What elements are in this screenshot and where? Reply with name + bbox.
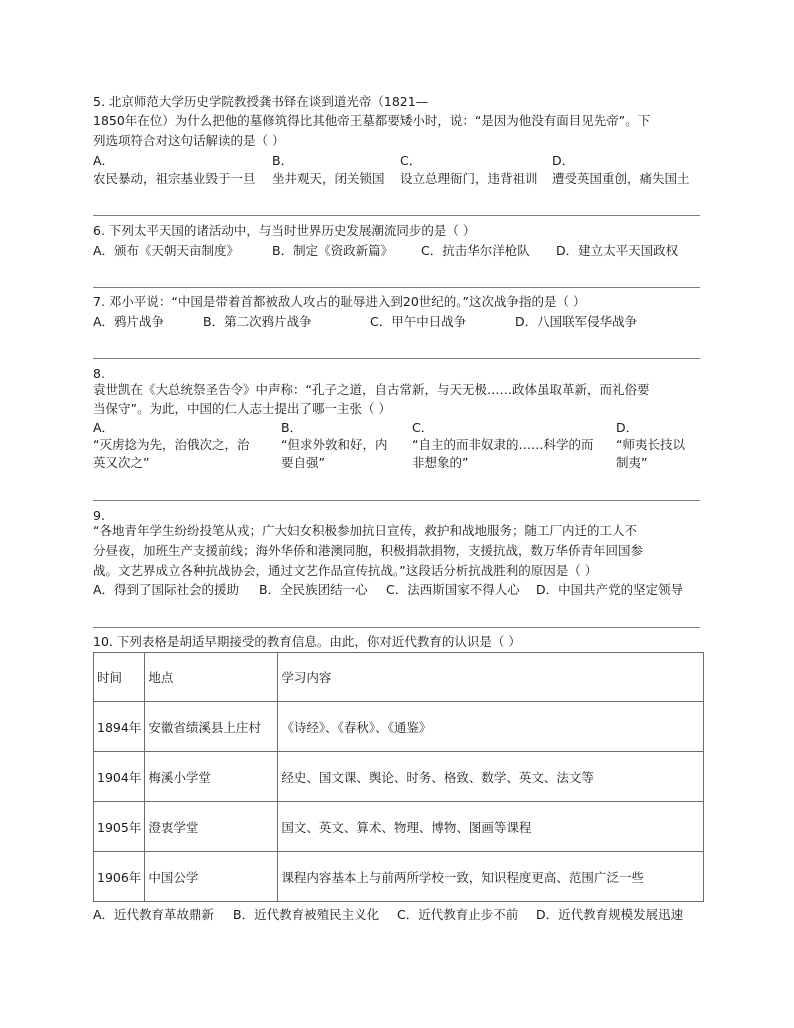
- education-table: [93, 652, 704, 902]
- q10-stem: 10. 下列表格是胡适早期接受的教育信息。由此，你对近代教育的认识是（ ）: [93, 634, 521, 649]
- q10-option-a: A．近代教育革故鼎新: [93, 907, 215, 922]
- divider: [93, 627, 700, 628]
- cell-time: 1894年: [94, 702, 145, 752]
- cell-place: 梅溪小学堂: [145, 752, 278, 802]
- divider: [93, 215, 700, 216]
- q6-option-d: D．建立太平天国政权: [556, 243, 679, 258]
- q5-option-c: 设立总理衙门，违背祖训: [400, 171, 538, 186]
- cell-content: 国文、英文、算术、物理、博物、图画等课程: [278, 802, 704, 852]
- q8-option-b-line-2: 要自强”: [281, 455, 325, 470]
- q10-option-b: B．近代教育被殖民主义化: [233, 907, 380, 922]
- divider: [93, 500, 700, 501]
- table-row: [94, 802, 704, 852]
- q6-option-b: B．制定《资政新篇》: [272, 243, 394, 258]
- cell-place: 中国公学: [145, 852, 278, 902]
- header-place: 地点: [145, 653, 278, 702]
- cell-time: 1906年: [94, 852, 145, 902]
- q8-label-d: D．: [616, 420, 639, 435]
- q9-option-d: D．中国共产党的坚定领导: [536, 582, 684, 597]
- q9-number: 9.: [93, 508, 105, 523]
- q6-option-a: A．颁布《天朝天亩制度》: [93, 243, 240, 258]
- cell-content: 《诗经》、《春秋》、《通鉴》: [278, 702, 704, 752]
- q8-label-b: B．: [281, 420, 303, 435]
- cell-place: 澄衷学堂: [145, 802, 278, 852]
- q8-number: 8.: [93, 366, 105, 381]
- q6-stem: 6. 下列太平天国的诸活动中，与当时世界历史发展潮流同步的是（ ）: [93, 223, 476, 238]
- q8-label-a: A．: [93, 420, 115, 435]
- q10-option-d: D．近代教育规模发展迅速: [536, 907, 684, 922]
- q9-stem-line-2: 分昼夜，加班生产支援前线；海外华侨和港澳同胞，积极捐款捐物，支援抗战，数万华侨青年回国参: [93, 543, 644, 558]
- q9-option-c: C．法西斯国家不得人心: [386, 582, 520, 597]
- table-row: [94, 852, 704, 902]
- q7-option-c: C．甲午中日战争: [370, 314, 467, 329]
- q5-label-b: B．: [272, 153, 294, 168]
- cell-content: 课程内容基本上与前两所学校一致，知识程度更高、范围广泛一些: [278, 852, 704, 902]
- q8-option-d-line-2: 制夷”: [616, 455, 648, 470]
- q8-option-b-line-1: “但求外敦和好，内: [281, 437, 388, 452]
- q8-option-c-line-2: 非想象的”: [412, 455, 469, 470]
- divider: [93, 358, 700, 359]
- table-row: [94, 702, 704, 752]
- q9-stem-line-3: 战。文艺界成立各种抗战协会，通过文艺作品宣传抗战。”这段话分析抗战胜利的原因是（ ）: [93, 563, 598, 578]
- cell-place: 安徽省绩溪县上庄村: [145, 702, 278, 752]
- q7-stem: 7. 邓小平说：“中国是带着首都被敌人攻占的耻辱进入到20世纪的。”这次战争指的是（ ）: [93, 294, 586, 309]
- q8-option-a-line-1: “灭虏捻为先，治俄次之，治: [93, 437, 250, 452]
- q7-option-d: D．八国联军侵华战争: [515, 314, 638, 329]
- divider: [93, 287, 700, 288]
- q9-stem-line-1: “各地青年学生纷纷投笔从戎；广大妇女积极参加抗日宣传，救护和战地服务；随工厂内迁的工人不: [93, 523, 637, 538]
- q10-option-c: C．近代教育止步不前: [397, 907, 519, 922]
- q6-option-c: C．抗击华尔洋枪队: [421, 243, 530, 258]
- q5-stem-line-2: 1850年在位）为什么把他的墓修筑得比其他帝王墓都要矮小时，说：“是因为他没有面目见先帝”。下: [93, 113, 651, 128]
- q8-stem-line-2: 当保守”。为此，中国的仁人志士提出了哪一主张（ ）: [93, 401, 391, 416]
- header-time: 时间: [94, 653, 145, 702]
- table-header-row: [94, 653, 704, 702]
- q5-stem-line-1: 5. 北京师范大学历史学院教授龚书铎在谈到道光帝（1821—: [93, 94, 429, 109]
- q8-option-d-line-1: “师夷长技以: [616, 437, 685, 452]
- q9-option-b: B．全民族团结一心: [259, 582, 368, 597]
- cell-time: 1904年: [94, 752, 145, 802]
- q5-option-b: 坐井观天，闭关锁国: [272, 171, 385, 186]
- q8-stem-line-1: 袁世凯在《大总统祭圣告令》中声称：“孔子之道，自古常新，与天无极……政体虽取革新，而礼俗要: [93, 382, 650, 397]
- q7-option-b: B．第二次鸦片战争: [203, 314, 312, 329]
- q5-label-c: C．: [400, 153, 422, 168]
- cell-content: 经史、国文课、舆论、时务、格致、数学、英文、法文等: [278, 752, 704, 802]
- cell-time: 1905年: [94, 802, 145, 852]
- q8-label-c: C．: [412, 420, 434, 435]
- q5-option-d: 遭受英国重创，痛失国土: [552, 171, 690, 186]
- table-row: [94, 752, 704, 802]
- header-content: 学习内容: [278, 653, 704, 702]
- q5-label-d: D．: [552, 153, 575, 168]
- q7-option-a: A．鸦片战争: [93, 314, 165, 329]
- q5-option-a: 农民暴动，祖宗基业毁于一旦: [93, 171, 256, 186]
- q8-option-a-line-2: 英又次之”: [93, 455, 150, 470]
- q5-stem-line-3: 列选项符合对这句话解读的是（ ）: [93, 133, 285, 148]
- q8-option-c-line-1: “自主的而非奴隶的……科学的而: [412, 437, 594, 452]
- q9-option-a: A．得到了国际社会的援助: [93, 582, 240, 597]
- q5-label-a: A．: [93, 153, 115, 168]
